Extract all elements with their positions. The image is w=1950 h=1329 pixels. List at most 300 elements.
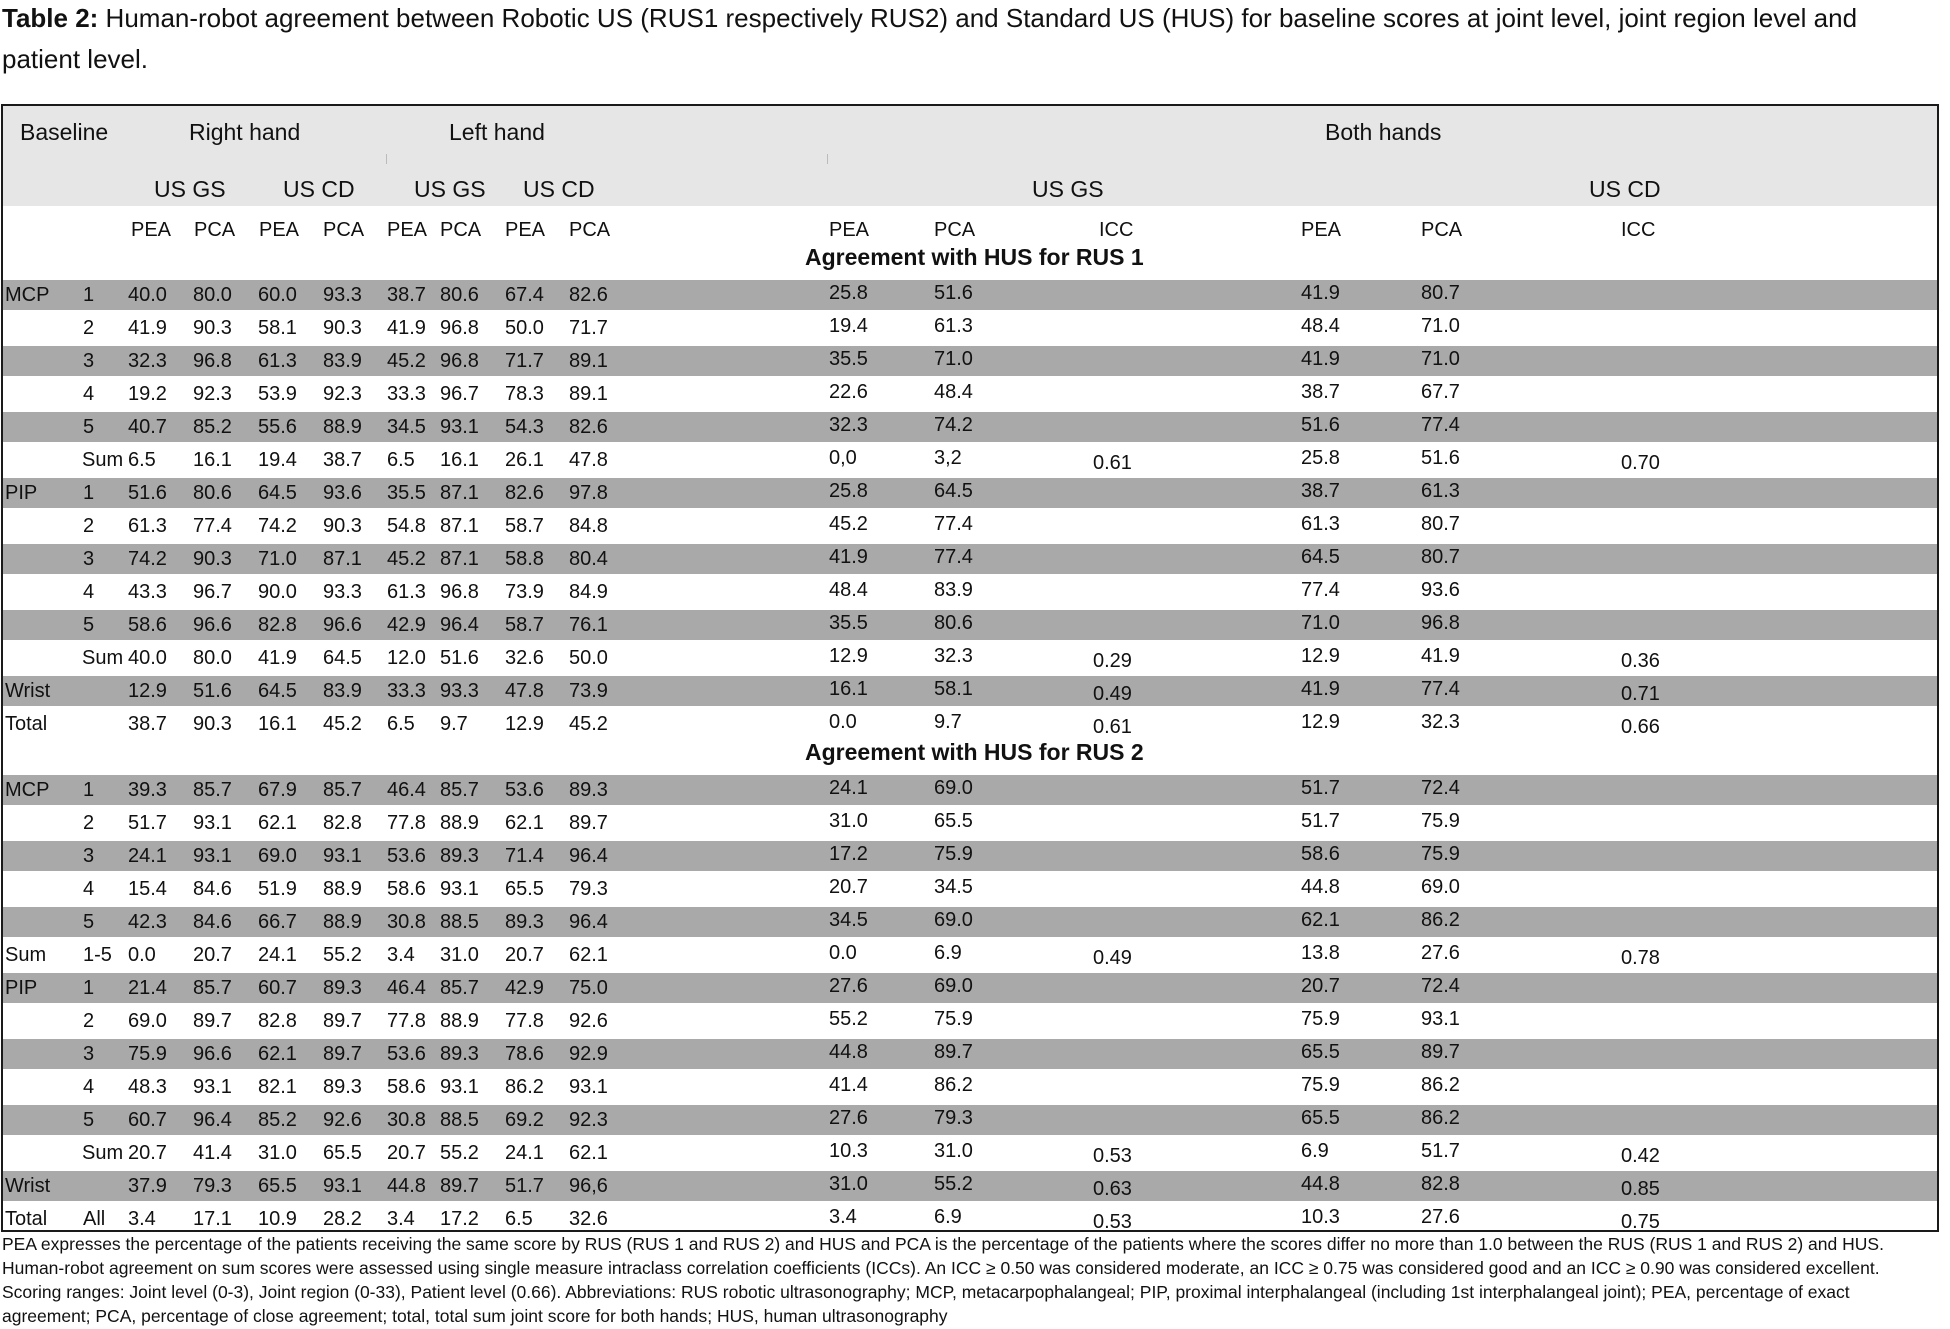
table-cell: 73.9	[569, 680, 608, 702]
table-cell: 32.6	[569, 1208, 608, 1230]
table-cell: 80.6	[440, 284, 479, 306]
table-cell: 61.3	[1421, 480, 1460, 502]
table-caption	[2, 0, 1932, 80]
table-cell: 53.6	[505, 779, 544, 801]
table-cell: 86.2	[1421, 1107, 1460, 1129]
table-cell: 42.9	[505, 977, 544, 999]
table-cell: 87.1	[323, 548, 362, 570]
row-region: Wrist	[5, 680, 51, 702]
table-cell: 3.4	[387, 944, 415, 966]
table-cell: 16.1	[258, 713, 297, 735]
table-cell: 67.4	[505, 284, 544, 306]
table-cell: 51.6	[193, 680, 232, 702]
table-cell: 65.5	[505, 878, 544, 900]
table-cell: 25.8	[829, 480, 868, 502]
table-cell: 61.3	[258, 350, 297, 372]
table-cell: 45.2	[387, 350, 426, 372]
table-cell: 80.0	[193, 647, 232, 669]
table-cell: 42.3	[128, 911, 167, 933]
table-cell: 84.6	[193, 911, 232, 933]
table-cell: 71.0	[258, 548, 297, 570]
table-cell: 31.0	[829, 810, 868, 832]
table-cell: 88.9	[323, 878, 362, 900]
table-cell: 65.5	[1301, 1041, 1340, 1063]
table-cell: 47.8	[505, 680, 544, 702]
table-cell: 17.2	[829, 843, 868, 865]
table-cell: 30.8	[387, 911, 426, 933]
table-cell: 90.3	[193, 548, 232, 570]
table-cell: 12.0	[387, 647, 426, 669]
row-joint: 5	[83, 1109, 95, 1131]
section-rus1-title: Agreement with HUS for RUS 1	[805, 244, 1144, 270]
table-cell: 80.6	[934, 612, 973, 634]
table-cell: 0,0	[829, 447, 857, 469]
row-joint: 1	[83, 779, 95, 801]
table-cell: 82.8	[323, 812, 362, 834]
table-cell: 37.9	[128, 1175, 167, 1197]
col-pea: PEA	[387, 219, 428, 241]
table-cell: 39.3	[128, 779, 167, 801]
table-cell: 93.6	[1421, 579, 1460, 601]
header-right-hand: Right hand	[189, 119, 301, 145]
table-cell: 96.8	[193, 350, 232, 372]
row-joint: 4	[83, 581, 95, 603]
table-cell: 32.3	[934, 645, 973, 667]
table-cell: 38.7	[128, 713, 167, 735]
table-cell: 89.3	[440, 1043, 479, 1065]
table-cell: 51.6	[1421, 447, 1460, 469]
table-cell: 0.36	[1621, 650, 1660, 672]
table-cell: 92.3	[323, 383, 362, 405]
table-cell: 64.5	[1301, 546, 1340, 568]
table-cell: 0.71	[1621, 683, 1660, 705]
table-cell: 40.7	[128, 416, 167, 438]
row-region: Wrist	[5, 1175, 51, 1197]
col-pca: PCA	[323, 219, 365, 241]
row-region: MCP	[5, 284, 50, 306]
table-cell: 80.7	[1421, 282, 1460, 304]
table-cell: 47.8	[569, 449, 608, 471]
table-cell: 87.1	[440, 515, 479, 537]
header-both-hands: Both hands	[1325, 119, 1442, 145]
table-cell: 3,2	[934, 447, 962, 469]
table-cell: 74.2	[258, 515, 297, 537]
table-cell: 89.7	[569, 812, 608, 834]
table-cell: 38.7	[323, 449, 362, 471]
table-cell: 48.4	[829, 579, 868, 601]
table-cell: 28.2	[323, 1208, 362, 1230]
table-cell: 90.0	[258, 581, 297, 603]
table-cell: 42.9	[387, 614, 426, 636]
table-cell: 27.6	[1421, 1206, 1460, 1228]
table-cell: 96.8	[440, 317, 479, 339]
table-cell: 44.8	[387, 1175, 426, 1197]
table-cell: 0.70	[1621, 452, 1660, 474]
table-cell: 55.6	[258, 416, 297, 438]
table-cell: 65.5	[323, 1142, 362, 1164]
table-cell: 75.9	[1421, 843, 1460, 865]
table-cell: 83.9	[323, 350, 362, 372]
table-cell: 82.8	[258, 614, 297, 636]
table-cell: 77.8	[505, 1010, 544, 1032]
table-cell: 19.2	[128, 383, 167, 405]
col-pea: PEA	[259, 219, 300, 241]
table-cell: 0.61	[1093, 716, 1132, 738]
table-cell: 51.6	[440, 647, 479, 669]
table-cell: 96.8	[1421, 612, 1460, 634]
table-cell: 12.9	[1301, 645, 1340, 667]
table-cell: 92.6	[323, 1109, 362, 1131]
table-cell: 87.1	[440, 482, 479, 504]
table-cell: 16.1	[829, 678, 868, 700]
table-cell: 48.4	[934, 381, 973, 403]
table-cell: 6.9	[934, 1206, 962, 1228]
header-both-us-gs: US GS	[1032, 176, 1104, 202]
table-cell: 12.9	[505, 713, 544, 735]
table-cell: 31.0	[934, 1140, 973, 1162]
table-cell: 13.8	[1301, 942, 1340, 964]
table-cell: 55.2	[934, 1173, 973, 1195]
table-cell: 51.7	[1421, 1140, 1460, 1162]
table-cell: 58.7	[505, 614, 544, 636]
table-cell: 75.9	[128, 1043, 167, 1065]
table-cell: 84.9	[569, 581, 608, 603]
table-cell: 76.1	[569, 614, 608, 636]
table-cell: 93.1	[193, 845, 232, 867]
table-cell: 80.6	[193, 482, 232, 504]
table-cell: 51.7	[1301, 810, 1340, 832]
table-cell: 50.0	[505, 317, 544, 339]
table-cell: 24.1	[128, 845, 167, 867]
col-pca: PCA	[934, 219, 976, 241]
table-cell: 64.5	[258, 482, 297, 504]
table-cell: 22.6	[829, 381, 868, 403]
table-cell: 84.8	[569, 515, 608, 537]
table-cell: 41.9	[387, 317, 426, 339]
table-cell: 75.9	[934, 843, 973, 865]
table-cell: 78.6	[505, 1043, 544, 1065]
table-cell: 89.7	[193, 1010, 232, 1032]
table-cell: 64.5	[934, 480, 973, 502]
table-cell: 17.2	[440, 1208, 479, 1230]
table-cell: 96.6	[323, 614, 362, 636]
table-cell: 41.9	[1421, 645, 1460, 667]
table-cell: 35.5	[829, 348, 868, 370]
table-cell: 71.4	[505, 845, 544, 867]
table-cell: 33.3	[387, 680, 426, 702]
table-cell: 55.2	[440, 1142, 479, 1164]
table-cell: 61.3	[128, 515, 167, 537]
table-cell: 34.5	[387, 416, 426, 438]
table-cell: 58.1	[258, 317, 297, 339]
table-cell: 80.7	[1421, 546, 1460, 568]
table-cell: 58.8	[505, 548, 544, 570]
table-cell: 3.4	[128, 1208, 156, 1230]
caption-label: Table 2:	[2, 3, 99, 33]
table-cell: 60.7	[258, 977, 297, 999]
table-cell: 12.9	[128, 680, 167, 702]
table-cell: 71.7	[505, 350, 544, 372]
table-cell: 96.8	[440, 581, 479, 603]
table-cell: 9.7	[934, 711, 962, 733]
table-cell: 40.0	[128, 647, 167, 669]
table-cell: 41.9	[128, 317, 167, 339]
table-cell: 93.1	[193, 1076, 232, 1098]
table-cell: 19.4	[829, 315, 868, 337]
table-cell: 65.5	[1301, 1107, 1340, 1129]
table-cell: 89.7	[323, 1010, 362, 1032]
table-cell: 93.1	[569, 1076, 608, 1098]
row-joint: 3	[83, 845, 95, 867]
table-cell: 16.1	[440, 449, 479, 471]
table-cell: 6.5	[505, 1208, 533, 1230]
table-cell: 58.6	[387, 878, 426, 900]
table-cell: 93.3	[440, 680, 479, 702]
table-cell: 85.7	[193, 779, 232, 801]
table-cell: 27.6	[829, 1107, 868, 1129]
table-cell: 89.3	[569, 779, 608, 801]
table-cell: 96.6	[193, 614, 232, 636]
row-joint: 2	[83, 812, 95, 834]
table-cell: 9.7	[440, 713, 468, 735]
table-cell: 40.0	[128, 284, 167, 306]
table-cell: 89.7	[323, 1043, 362, 1065]
table-cell: 69.2	[505, 1109, 544, 1131]
table-cell: 64.5	[258, 680, 297, 702]
table-cell: 80.0	[193, 284, 232, 306]
table-cell: 65.5	[934, 810, 973, 832]
table-cell: 89.7	[440, 1175, 479, 1197]
row-joint: 4	[83, 878, 95, 900]
table-cell: 86.2	[1421, 909, 1460, 931]
table-cell: 41.9	[1301, 678, 1340, 700]
table-cell: 93.1	[440, 1076, 479, 1098]
table-cell: 93.3	[323, 581, 362, 603]
table-cell: 89.1	[569, 350, 608, 372]
table-cell: 87.1	[440, 548, 479, 570]
table-cell: 41.9	[829, 546, 868, 568]
col-pea: PEA	[1301, 219, 1342, 241]
table-cell: 51.6	[934, 282, 973, 304]
table-cell: 65.5	[258, 1175, 297, 1197]
table-cell: 25.8	[829, 282, 868, 304]
table-cell: 93.1	[440, 878, 479, 900]
table-cell: 55.2	[829, 1008, 868, 1030]
table-cell: 53.6	[387, 1043, 426, 1065]
table-cell: 51.7	[1301, 777, 1340, 799]
table-cell: 96,6	[569, 1175, 608, 1197]
table-cell: 62.1	[569, 1142, 608, 1164]
table-cell: 26.1	[505, 449, 544, 471]
table-cell: 58.6	[387, 1076, 426, 1098]
col-pca: PCA	[440, 219, 482, 241]
table-cell: 92.9	[569, 1043, 608, 1065]
table-cell: 67.7	[1421, 381, 1460, 403]
table-cell: 77.4	[193, 515, 232, 537]
table-cell: 92.6	[569, 1010, 608, 1032]
table-cell: 12.9	[829, 645, 868, 667]
table-cell: 45.2	[829, 513, 868, 535]
table-cell: 90.3	[323, 317, 362, 339]
table-cell: 77.4	[1421, 678, 1460, 700]
header-left-us-gs: US GS	[414, 176, 486, 202]
table-cell: 74.2	[934, 414, 973, 436]
table-cell: 71.0	[1421, 348, 1460, 370]
table-cell: 85.7	[193, 977, 232, 999]
table-cell: 64.5	[323, 647, 362, 669]
table-cell: 24.1	[829, 777, 868, 799]
table-cell: 41.9	[1301, 282, 1340, 304]
table-cell: 6.5	[387, 449, 415, 471]
table-cell: 85.7	[440, 779, 479, 801]
table-cell: 88.9	[323, 416, 362, 438]
table-cell: 82.6	[569, 416, 608, 438]
col-pea: PEA	[829, 219, 870, 241]
table-cell: 41.4	[193, 1142, 232, 1164]
table-cell: 6.5	[128, 449, 156, 471]
row-joint: 3	[83, 548, 95, 570]
row-joint: Sum	[82, 449, 124, 471]
row-joint: 4	[83, 383, 95, 405]
table-cell: 41.9	[1301, 348, 1340, 370]
header-right-us-gs: US GS	[154, 176, 226, 202]
table-cell: 77.4	[1421, 414, 1460, 436]
table-cell: 73.9	[505, 581, 544, 603]
table-cell: 35.5	[829, 612, 868, 634]
table-cell: 96.4	[440, 614, 479, 636]
row-joint: 1-5	[83, 944, 112, 966]
table-cell: 45.2	[323, 713, 362, 735]
table-cell: 89.7	[1421, 1041, 1460, 1063]
row-joint: Sum	[82, 1142, 124, 1164]
table-cell: 34.5	[934, 876, 973, 898]
table-cell: 6.9	[934, 942, 962, 964]
table-cell: 96.7	[440, 383, 479, 405]
table-cell: 38.7	[387, 284, 426, 306]
table-cell: 90.3	[193, 317, 232, 339]
table-cell: 16.1	[193, 449, 232, 471]
table-cell: 69.0	[934, 975, 973, 997]
table-cell: 66.7	[258, 911, 297, 933]
table-cell: 32.3	[1421, 711, 1460, 733]
table-cell: 34.5	[829, 909, 868, 931]
table-cell: 61.3	[387, 581, 426, 603]
table-cell: 71.0	[1421, 315, 1460, 337]
table-cell: 80.4	[569, 548, 608, 570]
table-cell: 77.8	[387, 1010, 426, 1032]
table-cell: 82.8	[1421, 1173, 1460, 1195]
table-cell: 27.6	[829, 975, 868, 997]
table-cell: 51.6	[128, 482, 167, 504]
table-cell: 31.0	[258, 1142, 297, 1164]
row-joint: 4	[83, 1076, 95, 1098]
table-cell: 75.9	[1301, 1008, 1340, 1030]
table-cell: 0.75	[1621, 1211, 1660, 1233]
table-cell: 93.1	[193, 812, 232, 834]
table-cell: 44.8	[1301, 876, 1340, 898]
table-cell: 20.7	[1301, 975, 1340, 997]
table-cell: 51.7	[505, 1175, 544, 1197]
table-cell: 24.1	[505, 1142, 544, 1164]
table-cell: 85.7	[323, 779, 362, 801]
table-cell: 72.4	[1421, 777, 1460, 799]
table-cell: 43.3	[128, 581, 167, 603]
table-cell: 86.2	[934, 1074, 973, 1096]
table-cell: 62.1	[505, 812, 544, 834]
header-divider	[827, 154, 828, 164]
table-cell: 62.1	[258, 1043, 297, 1065]
row-joint: 5	[83, 416, 95, 438]
header-baseline: Baseline	[20, 119, 109, 145]
table-cell: 33.3	[387, 383, 426, 405]
table-cell: 62.1	[258, 812, 297, 834]
col-icc: ICC	[1099, 219, 1134, 241]
table-cell: 32.6	[505, 647, 544, 669]
row-joint: All	[83, 1208, 106, 1230]
header-right-us-cd: US CD	[283, 176, 355, 202]
table-header	[3, 106, 1937, 206]
table-cell: 10.3	[1301, 1206, 1340, 1228]
row-region: PIP	[5, 977, 38, 999]
table-cell: 77.4	[934, 513, 973, 535]
table-cell: 89.3	[323, 977, 362, 999]
table-cell: 80.7	[1421, 513, 1460, 535]
table-cell: 45.2	[569, 713, 608, 735]
col-pea: PEA	[505, 219, 546, 241]
table-cell: 77.4	[934, 546, 973, 568]
table-cell: 3.4	[829, 1206, 857, 1228]
table-cell: 92.3	[569, 1109, 608, 1131]
table-cell: 51.7	[128, 812, 167, 834]
table-cell: 90.3	[323, 515, 362, 537]
table-cell: 86.2	[505, 1076, 544, 1098]
table-cell: 0.85	[1621, 1178, 1660, 1200]
table-cell: 10.9	[258, 1208, 297, 1230]
table-cell: 0.49	[1093, 683, 1132, 705]
table-cell: 89.1	[569, 383, 608, 405]
table-cell: 88.9	[323, 911, 362, 933]
row-joint: 1	[83, 977, 95, 999]
table-cell: 46.4	[387, 779, 426, 801]
row-joint: 5	[83, 614, 95, 636]
table-cell: 0.42	[1621, 1145, 1660, 1167]
table-cell: 48.3	[128, 1076, 167, 1098]
table-cell: 54.8	[387, 515, 426, 537]
table-cell: 93.1	[1421, 1008, 1460, 1030]
row-joint: 3	[83, 1043, 95, 1065]
table-cell: 69.0	[934, 777, 973, 799]
row-joint: 1	[83, 482, 95, 504]
table-cell: 60.0	[258, 284, 297, 306]
table-cell: 85.7	[440, 977, 479, 999]
table-cell: 0.29	[1093, 650, 1132, 672]
table-cell: 12.9	[1301, 711, 1340, 733]
table-cell: 69.0	[128, 1010, 167, 1032]
table-cell: 92.3	[193, 383, 232, 405]
table-cell: 96.7	[193, 581, 232, 603]
row-joint: Sum	[82, 647, 124, 669]
table-cell: 93.3	[323, 284, 362, 306]
table-cell: 83.9	[323, 680, 362, 702]
table-cell: 82.1	[258, 1076, 297, 1098]
table-cell: 45.2	[387, 548, 426, 570]
table-cell: 89.3	[440, 845, 479, 867]
table-cell: 96.4	[569, 911, 608, 933]
table-cell: 58.1	[934, 678, 973, 700]
table-cell: 62.1	[1301, 909, 1340, 931]
table-cell: 0.53	[1093, 1145, 1132, 1167]
table-cell: 3.4	[387, 1208, 415, 1230]
